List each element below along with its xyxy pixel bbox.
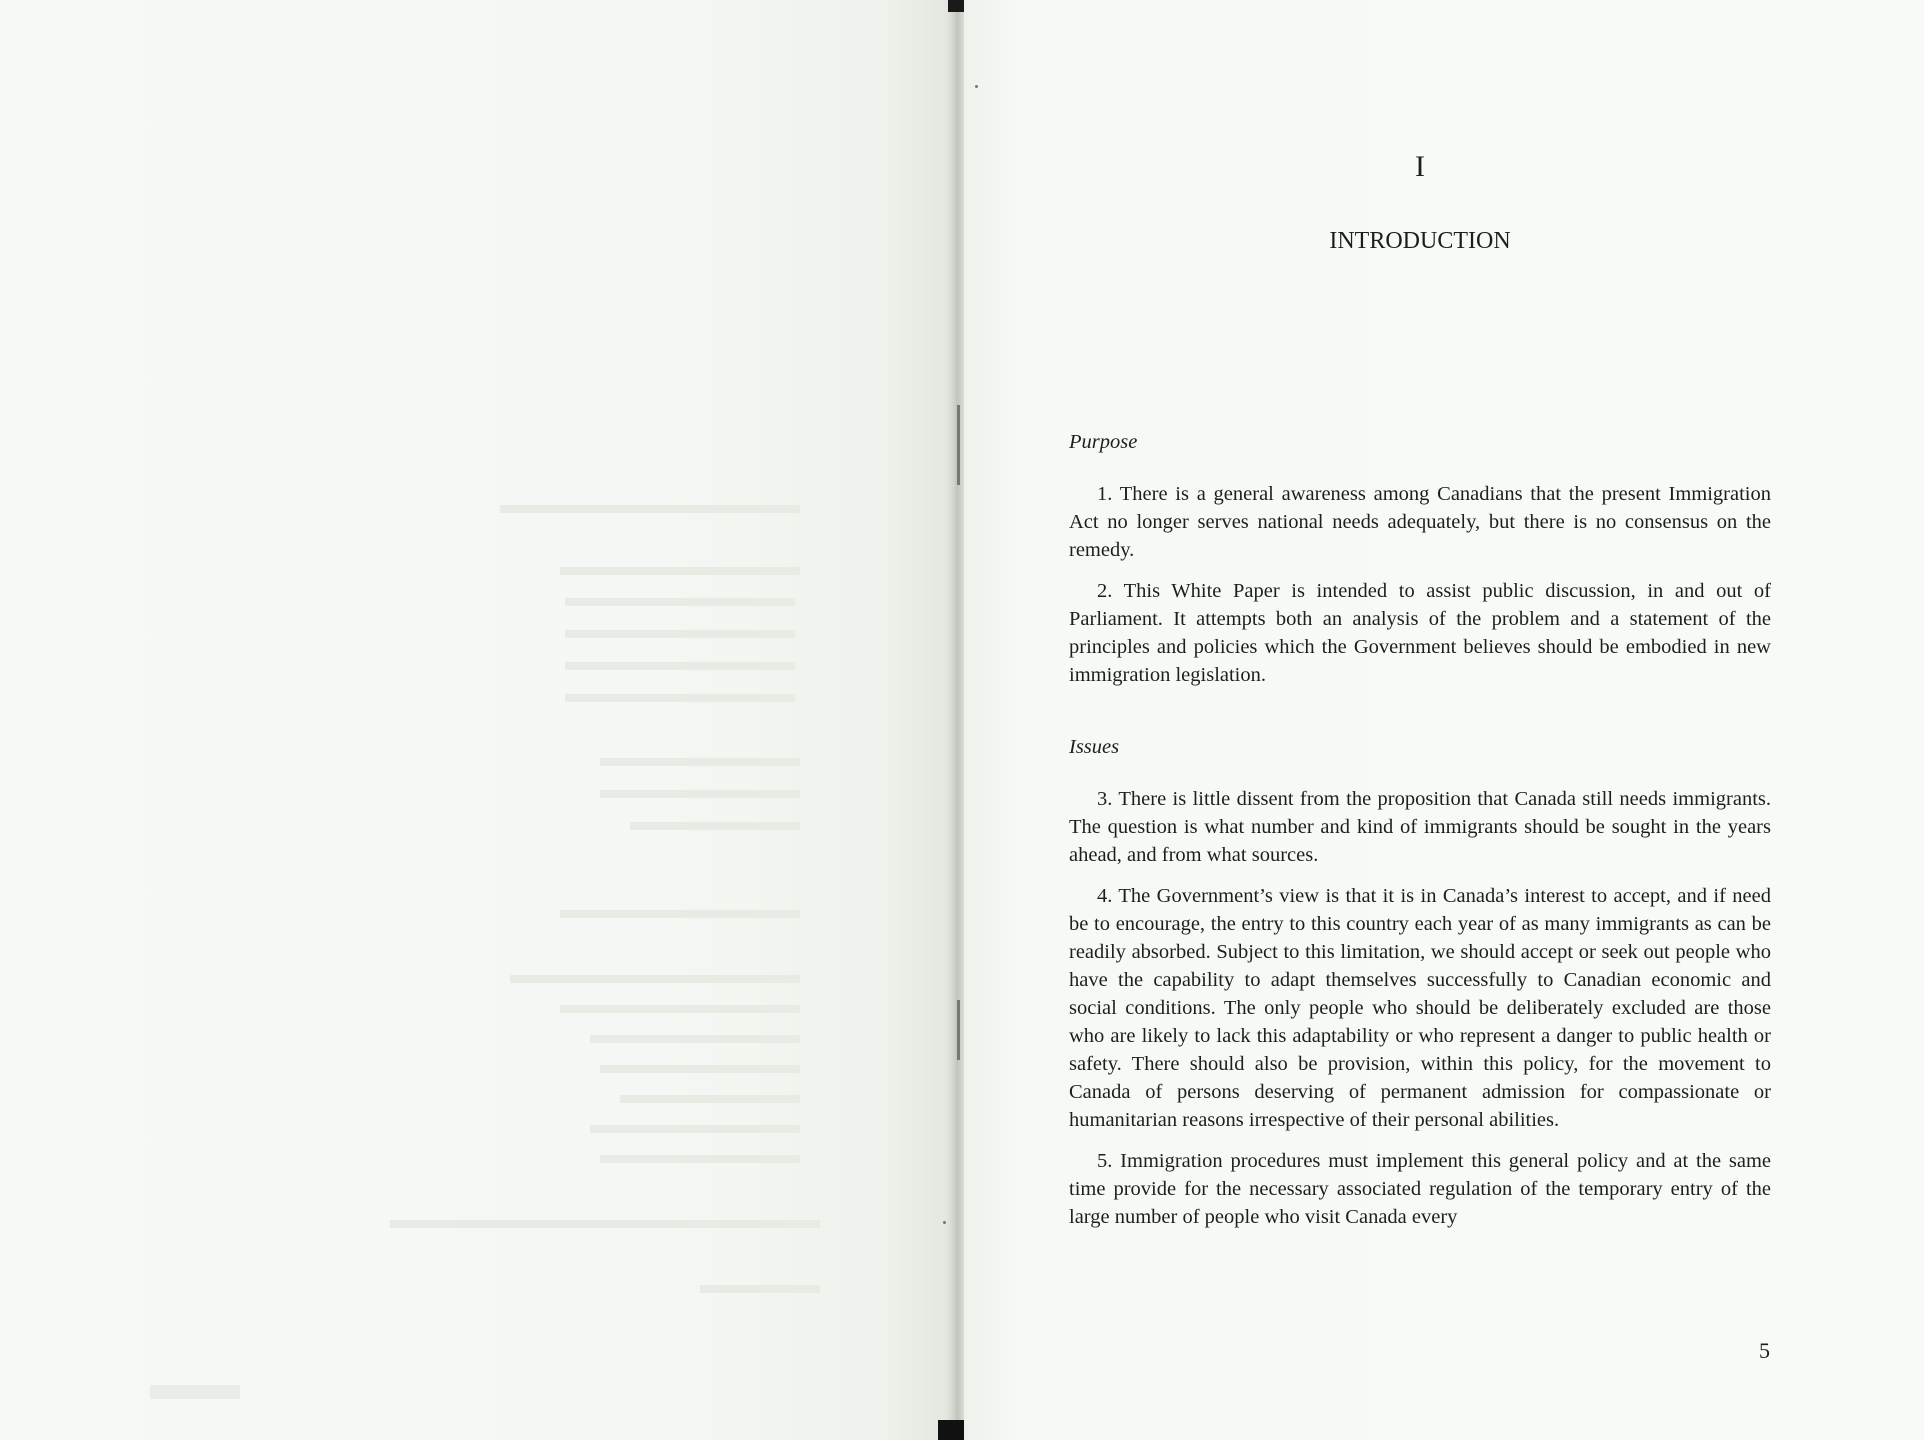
book-gutter bbox=[946, 0, 966, 1440]
issues-paragraphs bbox=[1069, 785, 1771, 1231]
print-speck bbox=[943, 1221, 946, 1224]
paragraph-4: 4. The Government’s view is that it is in Canada’s interest to accept, and if need be to encourage, the entry to this country each year of as many immigrants as can be readily absorbed. Subject to this limitation, we should accept or seek out people who have the capability to adapt themselves successfully to Canadian economic and social conditions. The only people who should be deliberately excluded are those who are likely to lack this adaptability or who represent a danger to public health or safety. There should also be provision, within this policy, for the movement to Canada of persons deserving of permanent admission for compassionate or humanitarian reasons irrespective of their personal abilities. bbox=[1069, 885, 1771, 1131]
section-heading-issues: Issues bbox=[1069, 736, 1120, 758]
page-number: 5 bbox=[1759, 1338, 1770, 1363]
binding-thread bbox=[957, 1000, 960, 1060]
binding-thread bbox=[957, 405, 960, 485]
purpose-paragraphs bbox=[1069, 480, 1771, 689]
binding-shadow-bottom bbox=[938, 1420, 964, 1440]
chapter-title: INTRODUCTION bbox=[1329, 228, 1511, 254]
section-heading-purpose: Purpose bbox=[1069, 431, 1138, 453]
paragraph-5: 5. Immigration procedures must implement this general policy and at the same time provide for the necessary associated regulation of the temporary entry of the large number of people who visit Canada every bbox=[1069, 1150, 1771, 1228]
paragraph-2: 2. This White Paper is intended to assist public discussion, in and out of Parliament. It attempts both an analysis of the problem and a statement of the principles and policies which the Government believes should be embodied in new immigration legislation. bbox=[1069, 580, 1771, 686]
print-speck bbox=[975, 85, 978, 88]
paragraph-1: 1. There is a general awareness among Canadians that the present Immigration Act no longer serves national needs adequately, but there is no consensus on the remedy. bbox=[1069, 483, 1771, 561]
paragraph-3: 3. There is little dissent from the proposition that Canada still needs immigrants. The question is what number and kind of immigrants should be sought in the years ahead, and from what sources. bbox=[1069, 788, 1771, 866]
chapter-number: I bbox=[1415, 150, 1425, 183]
